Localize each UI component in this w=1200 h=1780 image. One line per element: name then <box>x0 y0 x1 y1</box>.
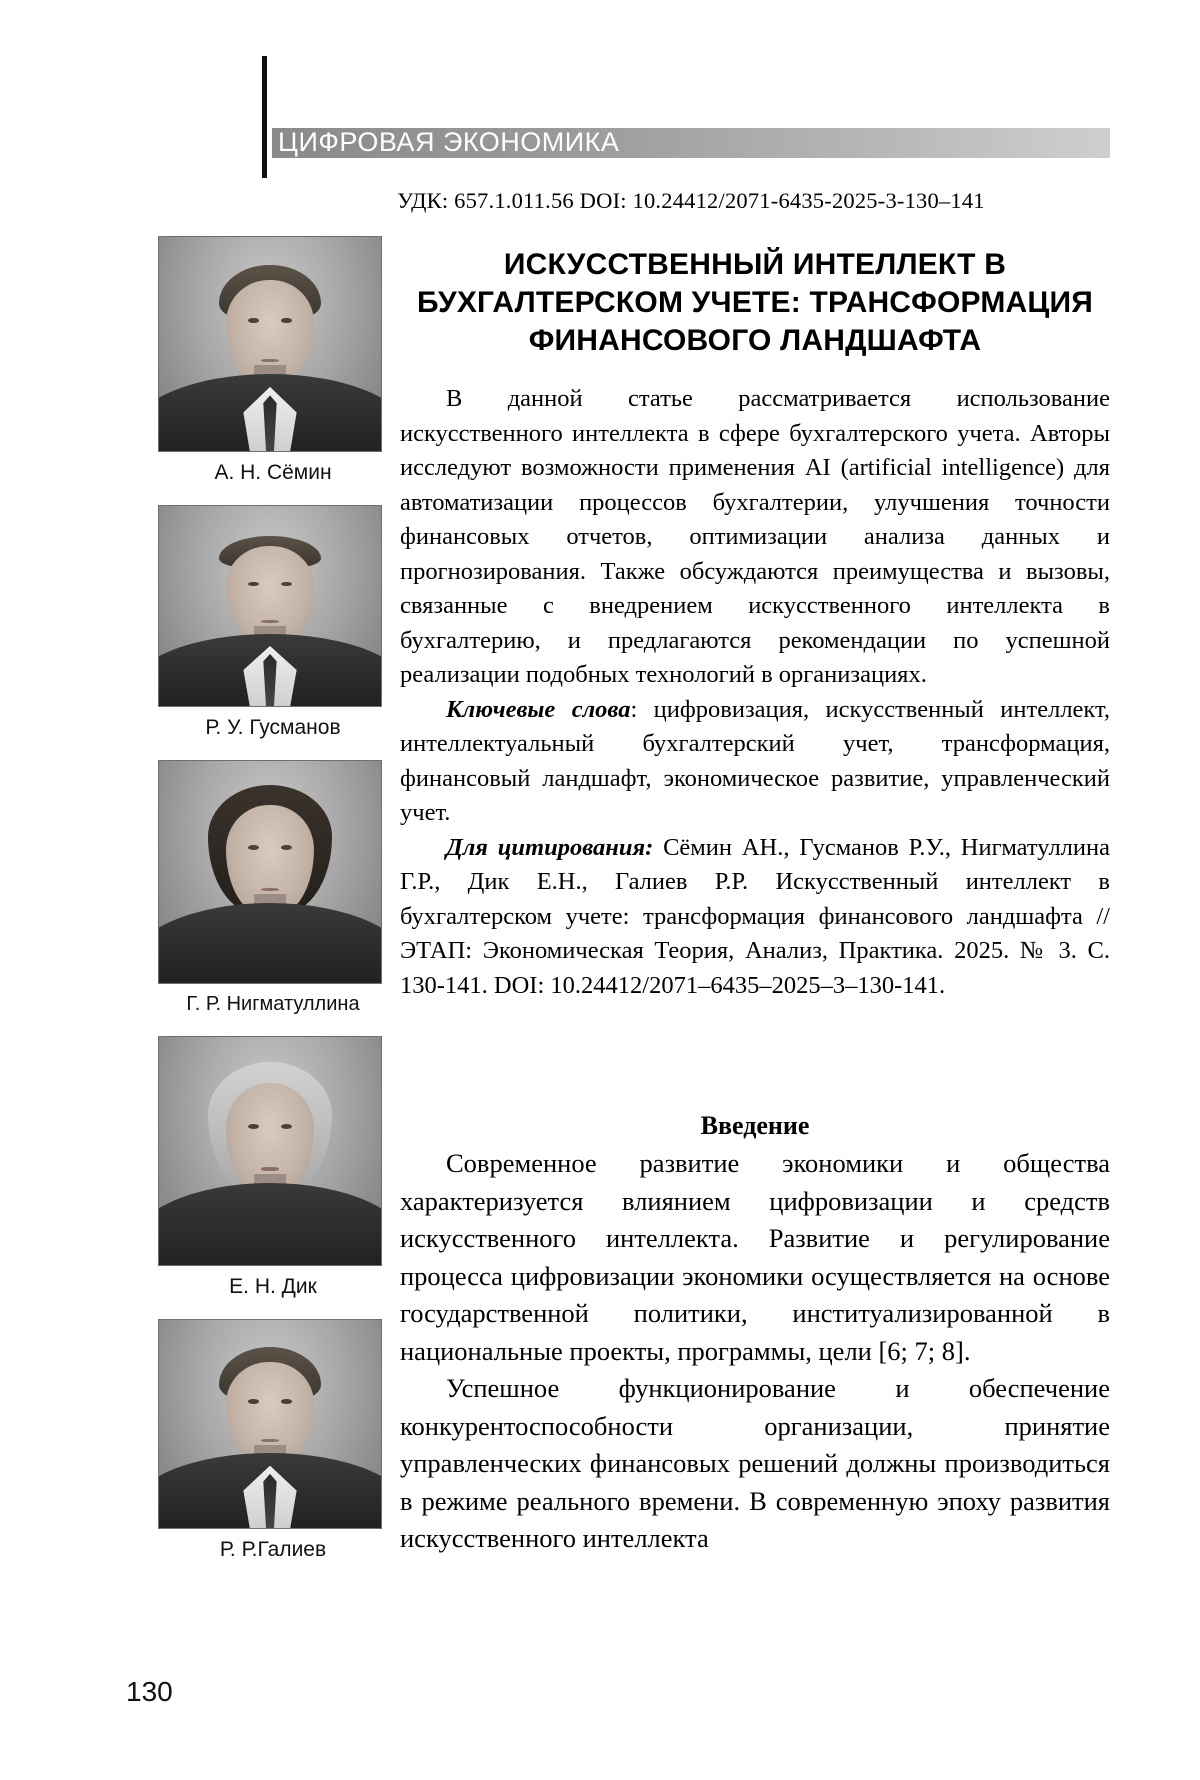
section-label: ЦИФРОВАЯ ЭКОНОМИКА <box>278 127 620 157</box>
author-name-caption: Е. Н. Дик <box>229 1275 317 1298</box>
author-block <box>158 1036 388 1313</box>
main-text-column <box>400 236 1110 1558</box>
header-vertical-rule <box>262 56 267 178</box>
author-name-caption: Г. Р. Нигматуллина <box>186 993 360 1015</box>
author-name-caption: Р. У. Гусманов <box>205 716 341 739</box>
portrait-gusmanov-photo <box>158 505 382 707</box>
authors-portrait-column <box>158 236 388 1582</box>
abstract-block <box>400 382 1110 1003</box>
author-name-caption: Р. Р.Галиев <box>219 1538 327 1561</box>
keywords-paragraph <box>400 693 1110 831</box>
portrait-dik-photo <box>158 1036 382 1266</box>
citation-text: Сёмин АН., Гусманов Р.У., Нигматуллина Г.Р., Дик Е.Н., Галиев Р.Р. Искусственный интеллект в бухгалтерском учете: трансформация финансового ландшафта // ЭТАП: Экономическая Теория, Анализ, Практика. 2025. № 3. С. 130-141. DOI: 10.24412/2071–6435–2025–3–130-141. <box>400 833 1111 999</box>
introduction-heading: Введение <box>700 1111 810 1140</box>
portrait-semin-photo <box>158 236 382 452</box>
paragraph: Современное развитие экономики и общества характеризуется влиянием цифровизации и средств искусственного интеллекта. Развитие и регулирование процесса цифровизации экономики осуществляется на основе государственной политики, институализированной в национальные проекты, программы, цели [6; 7; 8]. <box>400 1148 1110 1366</box>
keywords-text: : цифровизация, искусственный интеллект, интеллектуальный бухгалтерский учет, трансформация, финансовый ландшафт, экономическое развитие, управленческий учет. <box>400 695 1111 826</box>
author-block <box>158 760 388 1030</box>
udk-doi-line: УДК: 657.1.011.56 DOI: 10.24412/2071-6435-2025-3-130–141 <box>397 188 985 213</box>
paragraph: Успешное функционирование и обеспечение конкурентоспособности организации, принятие управленческих финансовых решений должны производиться в режиме реального времени. В современную эпоху развития искусственного интеллекта <box>400 1373 1110 1553</box>
abstract-text: В данной статье рассматривается использование искусственного интеллекта в сфере бухгалтерского учета. Авторы исследуют возможности применения AI (artificial intelligence) для автоматизации процессов бухгалтерии, улучшения точности финансовых отчетов, оптимизации анализа данных и прогнозирования. Также обсуждаются преимущества и вызовы, связанные с внедрением искусственного интеллекта в бухгалтерию, и предлагаются рекомендации по успешной реализации подобных технологий в организациях. <box>400 385 1110 688</box>
keywords-label: Ключевые слова <box>446 695 631 723</box>
portrait-nigmatullina-photo <box>158 760 382 984</box>
author-block <box>158 505 388 754</box>
author-block <box>158 1319 388 1576</box>
author-block <box>158 236 388 499</box>
citation-label: Для цитирования: <box>446 833 654 861</box>
portrait-galiev-photo <box>158 1319 382 1529</box>
article-title: ИСКУССТВЕННЫЙ ИНТЕЛЛЕКТ В БУХГАЛТЕРСКОМ УЧЕТЕ: ТРАНСФОРМАЦИЯ ФИНАНСОВОГО ЛАНДШАФТА <box>416 248 1094 357</box>
page-number: 130 <box>126 1676 173 1707</box>
author-name-caption: А. Н. Сёмин <box>214 461 332 484</box>
citation-paragraph <box>400 831 1110 1004</box>
introduction-body <box>400 1145 1110 1558</box>
